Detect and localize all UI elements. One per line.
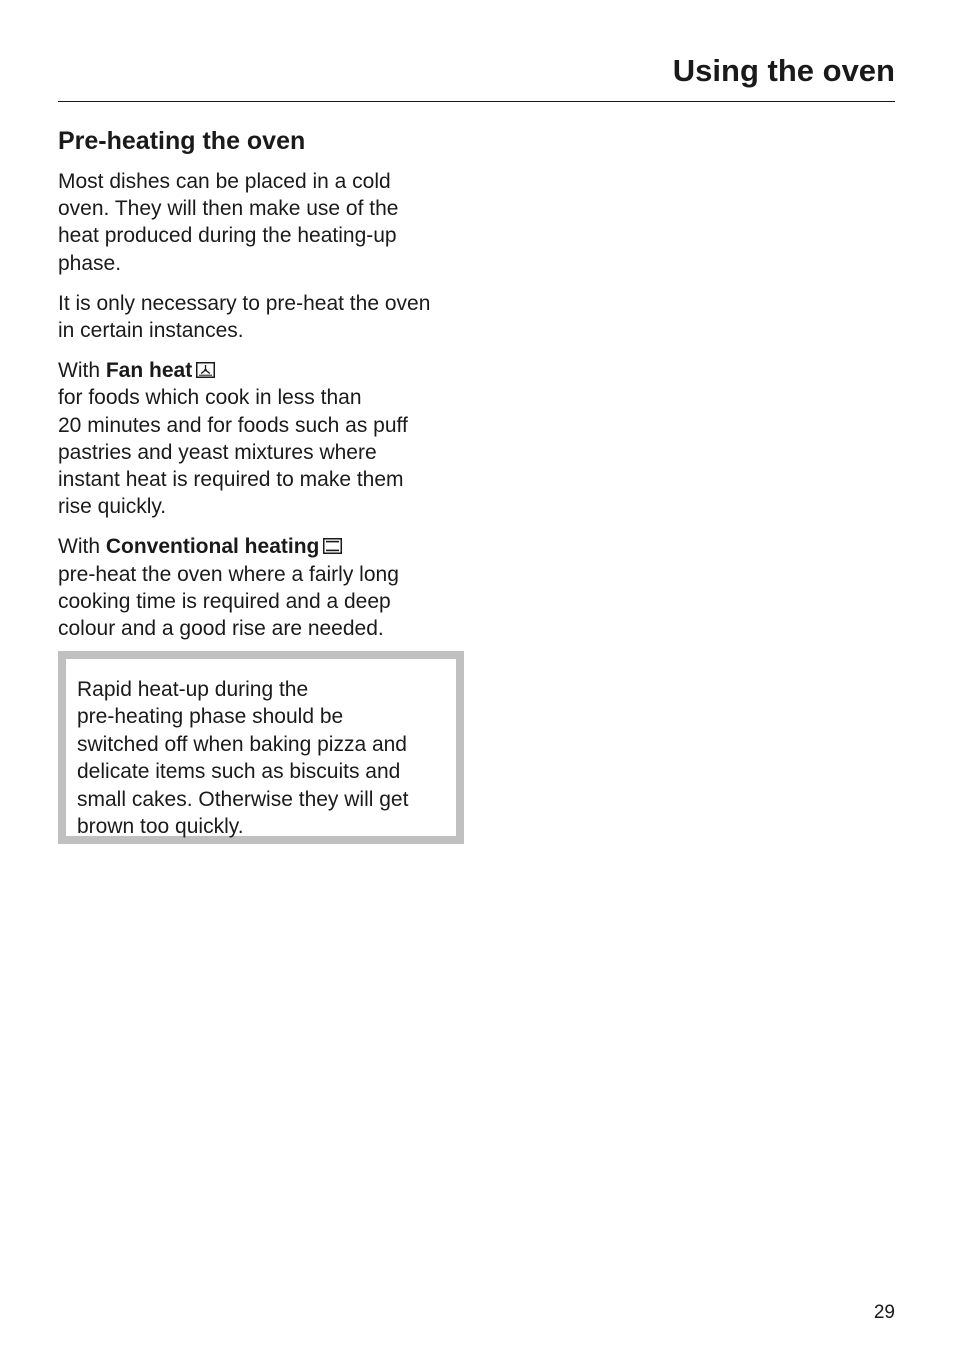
text-line: delicate items such as biscuits and bbox=[77, 760, 401, 784]
fan-heat-icon bbox=[196, 362, 215, 378]
with-prefix: With bbox=[58, 535, 106, 559]
text-line: brown too quickly. bbox=[77, 815, 244, 839]
conventional-heating-mode-label: Conventional heating bbox=[105, 535, 320, 559]
paragraph-fan-heat bbox=[58, 357, 478, 520]
text-line: It is only necessary to pre-heat the oven bbox=[58, 291, 431, 315]
text-line: switched off when baking pizza and bbox=[77, 732, 407, 756]
text-line: colour and a good rise are needed. bbox=[58, 617, 384, 641]
text-line: heat produced during the heating-up bbox=[58, 224, 397, 248]
text-line: oven. They will then make use of the bbox=[58, 197, 399, 221]
paragraph-preheat-necessity bbox=[58, 290, 478, 344]
text-line: pre-heating phase should be bbox=[77, 705, 344, 729]
text-line: pastries and yeast mixtures where bbox=[58, 440, 377, 464]
header-divider bbox=[58, 101, 895, 102]
text-line: 20 minutes and for foods such as puff bbox=[58, 413, 408, 437]
paragraph-cold-oven bbox=[58, 168, 478, 277]
page-number: 29 bbox=[873, 1302, 895, 1323]
text-line: phase. bbox=[58, 251, 122, 275]
section-heading: Pre-heating the oven bbox=[58, 127, 306, 155]
main-content bbox=[58, 124, 478, 655]
paragraph-conventional-heating bbox=[58, 533, 478, 642]
text-line: Most dishes can be placed in a cold bbox=[58, 170, 391, 193]
text-line: pre-heat the oven where a fairly long bbox=[58, 562, 399, 586]
text-line: in certain instances. bbox=[58, 319, 244, 343]
fan-heat-lead bbox=[58, 357, 478, 384]
fan-heat-mode-label: Fan heat bbox=[105, 359, 193, 383]
text-line: for foods which cook in less than bbox=[58, 386, 362, 410]
text-line: small cakes. Otherwise they will get bbox=[77, 787, 409, 811]
conventional-heating-lead bbox=[58, 533, 478, 560]
conventional-heating-icon bbox=[323, 538, 342, 554]
text-line: instant heat is required to make them bbox=[58, 468, 404, 492]
page-title: Using the oven bbox=[672, 53, 895, 88]
text-line: Rapid heat-up during the bbox=[77, 678, 309, 701]
note-box bbox=[58, 651, 464, 844]
text-line: rise quickly. bbox=[58, 495, 167, 519]
note-text bbox=[77, 676, 408, 840]
text-line: cooking time is required and a deep bbox=[58, 589, 391, 613]
with-prefix: With bbox=[58, 359, 106, 383]
